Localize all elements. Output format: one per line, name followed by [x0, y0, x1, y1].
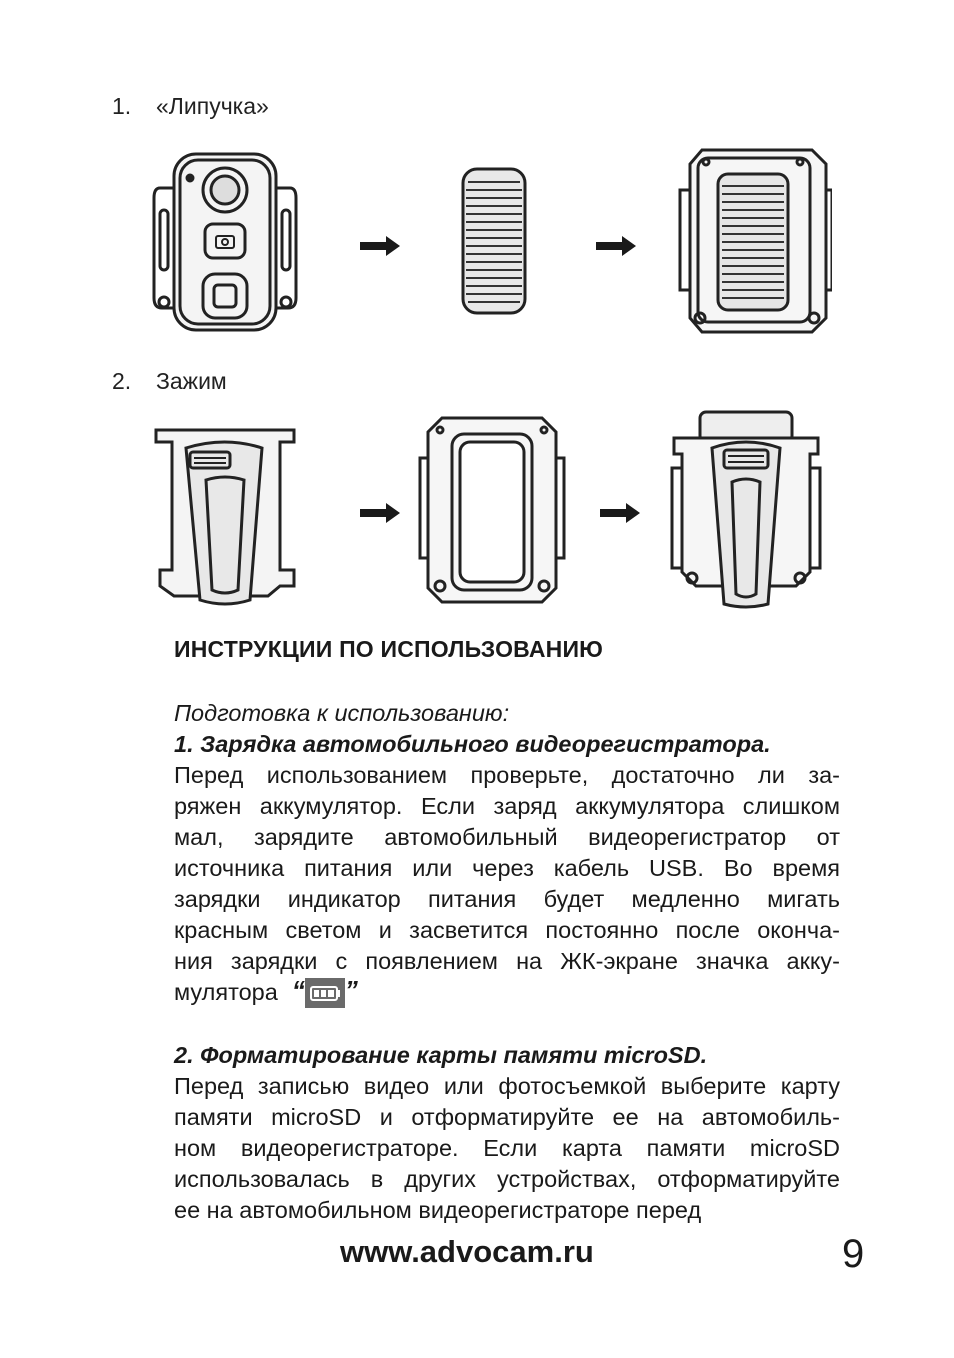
- battery-icon: [305, 978, 345, 1008]
- section-2: [174, 1040, 840, 1226]
- section-1-title: 1. Зарядка автомобильного видеорегистратора.: [174, 731, 771, 757]
- right-arrow-icon: [360, 236, 400, 256]
- step-title: «Липучка»: [156, 93, 269, 119]
- page-number: 9: [842, 1232, 865, 1276]
- step-2-label: [112, 368, 227, 395]
- mount-frame-icon: [416, 412, 568, 608]
- paragraph-line: ния зарядки с появлением на ЖК-экране значка акку-: [174, 948, 840, 974]
- step-1-label: [112, 93, 269, 120]
- mount-with-clip-icon: [664, 408, 828, 612]
- camera-front-icon: [150, 148, 300, 338]
- step-number: 1.: [112, 93, 132, 119]
- footer-url[interactable]: www.advocam.ru: [340, 1234, 594, 1269]
- prep-label: Подготовка к использованию:: [174, 700, 510, 726]
- clip-icon: [150, 420, 300, 610]
- paragraph-line: ряжен аккумулятор. Если заряд аккумулятора слишком: [174, 793, 840, 819]
- battery-icon-wrap: “ ”: [292, 975, 358, 1008]
- right-arrow-icon: [360, 503, 400, 523]
- paragraph-line: использовалась в других устройствах, отформатируйте: [174, 1166, 840, 1192]
- paragraph-line: Перед записью видео или фотосъемкой выберите карту: [174, 1073, 840, 1099]
- velcro-pad-icon: [460, 166, 528, 316]
- paragraph-last-line: [174, 977, 840, 1010]
- paragraph-line: мал, зарядите автомобильный видеорегистратор от: [174, 824, 840, 850]
- paragraph-line: красным светом и засветится постоянно после оконча-: [174, 917, 840, 943]
- paragraph-line: зарядки индикатор питания будет медленно мигать: [174, 886, 840, 912]
- right-arrow-icon: [596, 236, 636, 256]
- instructions-heading: ИНСТРУКЦИИ ПО ИСПОЛЬЗОВАНИЮ: [174, 636, 604, 662]
- paragraph-line: ее на автомобильном видеорегистраторе перед: [174, 1197, 702, 1223]
- step-number: 2.: [112, 368, 132, 394]
- step-title: Зажим: [156, 368, 227, 394]
- mount-with-velcro-icon: [672, 140, 832, 340]
- paragraph-line: Перед использованием проверьте, достаточно ли за-: [174, 762, 840, 788]
- section-2-title: 2. Форматирование карты памяти microSD.: [174, 1042, 708, 1068]
- section-1: [174, 698, 840, 1010]
- right-arrow-icon: [600, 503, 640, 523]
- paragraph-last-text: мулятора: [174, 979, 278, 1005]
- paragraph-line: памяти microSD и отформатируйте ее на автомобиль-: [174, 1104, 840, 1130]
- paragraph-line: источника питания или через кабель USB. Во время: [174, 855, 840, 881]
- paragraph-line: ном видеорегистраторе. Если карта памяти microSD: [174, 1135, 840, 1161]
